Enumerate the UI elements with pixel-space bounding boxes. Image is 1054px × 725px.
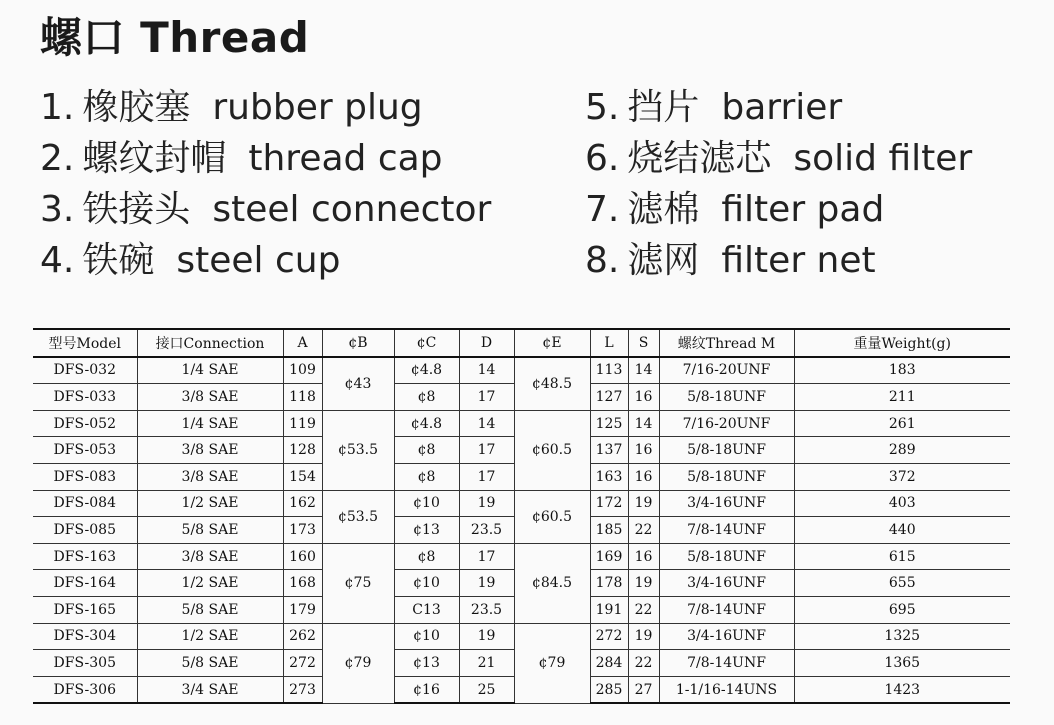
- weight-cell: 615: [794, 543, 1010, 570]
- legend-english: thread cap: [248, 138, 443, 179]
- weight-cell: 1423: [794, 676, 1010, 703]
- d-cell: 19: [459, 623, 514, 650]
- model-cell: DFS-304: [33, 623, 137, 650]
- connection-cell: 1/2 SAE: [137, 490, 283, 517]
- spec-table: [33, 328, 1010, 704]
- a-cell: 109: [283, 357, 322, 384]
- s-cell: 16: [628, 437, 659, 464]
- d-cell: 17: [459, 463, 514, 490]
- s-cell: 22: [628, 517, 659, 544]
- weight-cell: 1365: [794, 650, 1010, 677]
- model-cell: DFS-305: [33, 650, 137, 677]
- connection-cell: 3/8 SAE: [137, 463, 283, 490]
- column-header-l: L: [590, 329, 628, 357]
- connection-cell: 3/4 SAE: [137, 676, 283, 703]
- b-cell: ¢75: [322, 543, 394, 623]
- model-cell: DFS-053: [33, 437, 137, 464]
- b-cell: ¢43: [322, 357, 394, 411]
- legend-chinese: 滤棉: [627, 189, 700, 230]
- s-cell: 27: [628, 676, 659, 703]
- table-row: [33, 543, 1010, 570]
- connection-cell: 1/4 SAE: [137, 410, 283, 437]
- a-cell: 168: [283, 570, 322, 597]
- l-cell: 178: [590, 570, 628, 597]
- model-cell: DFS-165: [33, 596, 137, 623]
- b-cell: ¢79: [322, 623, 394, 703]
- e-cell: ¢48.5: [514, 357, 590, 411]
- d-cell: 14: [459, 357, 514, 384]
- c-cell: ¢4.8: [394, 357, 459, 384]
- s-cell: 19: [628, 490, 659, 517]
- legend-number: 4.: [40, 240, 75, 281]
- a-cell: 162: [283, 490, 322, 517]
- legend-english: steel cup: [176, 240, 341, 281]
- c-cell: ¢8: [394, 463, 459, 490]
- legend-item: [40, 82, 491, 133]
- l-cell: 272: [590, 623, 628, 650]
- model-cell: DFS-085: [33, 517, 137, 544]
- legend-english: steel connector: [212, 189, 492, 230]
- connection-cell: 3/8 SAE: [137, 384, 283, 411]
- l-cell: 137: [590, 437, 628, 464]
- d-cell: 23.5: [459, 517, 514, 544]
- d-cell: 25: [459, 676, 514, 703]
- l-cell: 284: [590, 650, 628, 677]
- thread-cell: 7/16-20UNF: [659, 357, 794, 384]
- a-cell: 118: [283, 384, 322, 411]
- column-header-connection: 接口Connection: [137, 329, 283, 357]
- d-cell: 21: [459, 650, 514, 677]
- page-title: 螺口 Thread: [40, 13, 310, 62]
- connection-cell: 5/8 SAE: [137, 596, 283, 623]
- c-cell: ¢8: [394, 543, 459, 570]
- thread-cell: 3/4-16UNF: [659, 623, 794, 650]
- legend-number: 3.: [40, 189, 75, 230]
- legend-chinese: 铁碗: [82, 240, 155, 281]
- legend-item: [585, 235, 972, 286]
- legend-item: [40, 184, 491, 235]
- thread-cell: 3/4-16UNF: [659, 570, 794, 597]
- thread-cell: 5/8-18UNF: [659, 384, 794, 411]
- table-row: [33, 357, 1010, 384]
- legend-english: filter net: [721, 240, 876, 281]
- weight-cell: 261: [794, 410, 1010, 437]
- legend-item: [40, 133, 491, 184]
- model-cell: DFS-084: [33, 490, 137, 517]
- column-header-weight: 重量Weight(g): [794, 329, 1010, 357]
- weight-cell: 403: [794, 490, 1010, 517]
- s-cell: 22: [628, 596, 659, 623]
- a-cell: 160: [283, 543, 322, 570]
- column-header-s: S: [628, 329, 659, 357]
- c-cell: C13: [394, 596, 459, 623]
- s-cell: 16: [628, 384, 659, 411]
- table-header-row: [33, 329, 1010, 357]
- thread-cell: 5/8-18UNF: [659, 437, 794, 464]
- l-cell: 172: [590, 490, 628, 517]
- column-header-model: 型号Model: [33, 329, 137, 357]
- connection-cell: 1/4 SAE: [137, 357, 283, 384]
- e-cell: ¢84.5: [514, 543, 590, 623]
- l-cell: 169: [590, 543, 628, 570]
- b-cell: ¢53.5: [322, 410, 394, 490]
- l-cell: 163: [590, 463, 628, 490]
- e-cell: ¢60.5: [514, 490, 590, 543]
- a-cell: 154: [283, 463, 322, 490]
- model-cell: DFS-033: [33, 384, 137, 411]
- s-cell: 16: [628, 463, 659, 490]
- legend-item: [585, 184, 972, 235]
- weight-cell: 289: [794, 437, 1010, 464]
- connection-cell: 5/8 SAE: [137, 517, 283, 544]
- column-header-c: ¢C: [394, 329, 459, 357]
- legend-number: 6.: [585, 138, 620, 179]
- e-cell: ¢79: [514, 623, 590, 703]
- model-cell: DFS-052: [33, 410, 137, 437]
- weight-cell: 440: [794, 517, 1010, 544]
- thread-cell: 3/4-16UNF: [659, 490, 794, 517]
- c-cell: ¢10: [394, 623, 459, 650]
- s-cell: 19: [628, 570, 659, 597]
- connection-cell: 5/8 SAE: [137, 650, 283, 677]
- l-cell: 113: [590, 357, 628, 384]
- legend-english: filter pad: [721, 189, 885, 230]
- legend-chinese: 烧结滤芯: [627, 138, 772, 179]
- c-cell: ¢10: [394, 490, 459, 517]
- legend-number: 1.: [40, 87, 75, 128]
- weight-cell: 695: [794, 596, 1010, 623]
- model-cell: DFS-083: [33, 463, 137, 490]
- a-cell: 272: [283, 650, 322, 677]
- column-header-b: ¢B: [322, 329, 394, 357]
- legend-item: [40, 235, 491, 286]
- a-cell: 262: [283, 623, 322, 650]
- connection-cell: 1/2 SAE: [137, 623, 283, 650]
- thread-cell: 5/8-18UNF: [659, 543, 794, 570]
- thread-cell: 7/8-14UNF: [659, 650, 794, 677]
- legend-chinese: 螺纹封帽: [82, 138, 227, 179]
- l-cell: 185: [590, 517, 628, 544]
- s-cell: 14: [628, 410, 659, 437]
- b-cell: ¢53.5: [322, 490, 394, 543]
- c-cell: ¢10: [394, 570, 459, 597]
- l-cell: 127: [590, 384, 628, 411]
- legend-number: 8.: [585, 240, 620, 281]
- a-cell: 119: [283, 410, 322, 437]
- legend-chinese: 挡片: [627, 87, 700, 128]
- d-cell: 19: [459, 490, 514, 517]
- model-cell: DFS-163: [33, 543, 137, 570]
- l-cell: 285: [590, 676, 628, 703]
- c-cell: ¢13: [394, 650, 459, 677]
- thread-cell: 7/16-20UNF: [659, 410, 794, 437]
- legend-english: barrier: [721, 87, 843, 128]
- legend-item: [585, 133, 972, 184]
- c-cell: ¢8: [394, 384, 459, 411]
- l-cell: 125: [590, 410, 628, 437]
- d-cell: 14: [459, 410, 514, 437]
- column-header-a: A: [283, 329, 322, 357]
- model-cell: DFS-164: [33, 570, 137, 597]
- weight-cell: 183: [794, 357, 1010, 384]
- weight-cell: 655: [794, 570, 1010, 597]
- model-cell: DFS-306: [33, 676, 137, 703]
- weight-cell: 211: [794, 384, 1010, 411]
- thread-cell: 5/8-18UNF: [659, 463, 794, 490]
- legend-english: solid filter: [793, 138, 973, 179]
- column-header-d: D: [459, 329, 514, 357]
- l-cell: 191: [590, 596, 628, 623]
- table-row: [33, 410, 1010, 437]
- a-cell: 273: [283, 676, 322, 703]
- c-cell: ¢8: [394, 437, 459, 464]
- column-header-thread: 螺纹Thread M: [659, 329, 794, 357]
- d-cell: 17: [459, 437, 514, 464]
- thread-cell: 7/8-14UNF: [659, 596, 794, 623]
- table-row: [33, 490, 1010, 517]
- legend-left-column: [40, 82, 491, 286]
- e-cell: ¢60.5: [514, 410, 590, 490]
- a-cell: 179: [283, 596, 322, 623]
- thread-cell: 1-1/16-14UNS: [659, 676, 794, 703]
- legend-number: 2.: [40, 138, 75, 179]
- s-cell: 22: [628, 650, 659, 677]
- weight-cell: 372: [794, 463, 1010, 490]
- model-cell: DFS-032: [33, 357, 137, 384]
- s-cell: 14: [628, 357, 659, 384]
- c-cell: ¢16: [394, 676, 459, 703]
- legend-chinese: 橡胶塞: [82, 87, 191, 128]
- d-cell: 17: [459, 384, 514, 411]
- c-cell: ¢4.8: [394, 410, 459, 437]
- weight-cell: 1325: [794, 623, 1010, 650]
- connection-cell: 1/2 SAE: [137, 570, 283, 597]
- legend-right-column: [585, 82, 972, 286]
- legend-english: rubber plug: [212, 87, 423, 128]
- d-cell: 23.5: [459, 596, 514, 623]
- legend-chinese: 铁接头: [82, 189, 191, 230]
- column-header-e: ¢E: [514, 329, 590, 357]
- legend-chinese: 滤网: [627, 240, 700, 281]
- legend-item: [585, 82, 972, 133]
- thread-cell: 7/8-14UNF: [659, 517, 794, 544]
- a-cell: 173: [283, 517, 322, 544]
- a-cell: 128: [283, 437, 322, 464]
- connection-cell: 3/8 SAE: [137, 437, 283, 464]
- s-cell: 16: [628, 543, 659, 570]
- connection-cell: 3/8 SAE: [137, 543, 283, 570]
- s-cell: 19: [628, 623, 659, 650]
- table-row: [33, 623, 1010, 650]
- legend-number: 7.: [585, 189, 620, 230]
- c-cell: ¢13: [394, 517, 459, 544]
- legend-number: 5.: [585, 87, 620, 128]
- d-cell: 19: [459, 570, 514, 597]
- d-cell: 17: [459, 543, 514, 570]
